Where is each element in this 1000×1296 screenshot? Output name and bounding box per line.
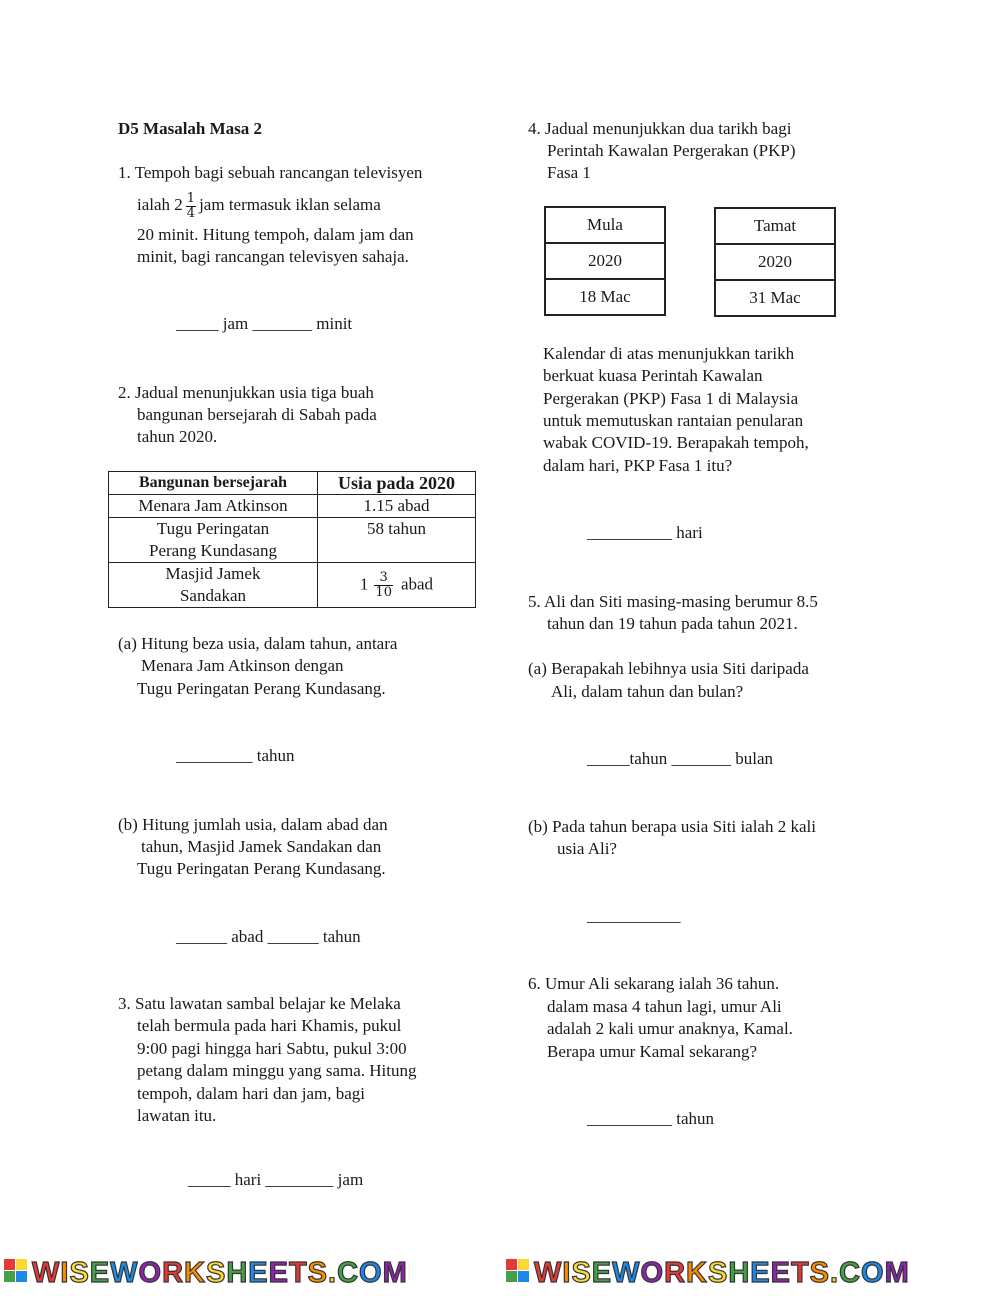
q2b-line3: Tugu Peringatan Perang Kundasang. — [137, 859, 386, 878]
watermark-banner — [0, 1252, 1000, 1291]
q2-line2: bangunan bersejarah di Sabah pada — [137, 405, 377, 424]
table-header-age: Usia pada 2020 — [318, 472, 476, 495]
q1-answer-blank[interactable]: _____ jam _______ minit — [176, 314, 353, 333]
q4-p5: wabak COVID-19. Berapakah tempoh, — [543, 433, 809, 452]
table-cell-building: Menara Jam Atkinson — [109, 495, 318, 518]
q2b-line2: tahun, Masjid Jamek Sandakan dan — [141, 837, 382, 856]
q1-line1: 1. Tempoh bagi sebuah rancangan televisyen — [118, 163, 423, 182]
logo-icon — [506, 1259, 529, 1282]
q5a-line2: Ali, dalam tahun dan bulan? — [551, 682, 744, 701]
q3-line3: 9:00 pagi hingga hari Sabtu, pukul 3:00 — [137, 1039, 407, 1058]
q2b-line1: (b) Hitung jumlah usia, dalam abad dan — [118, 815, 388, 834]
q2a-answer-blank[interactable]: _________ tahun — [176, 746, 295, 765]
q5-line1: 5. Ali dan Siti masing-masing berumur 8.5 — [528, 592, 818, 611]
q4-p4: untuk memutuskan rantaian penularan — [543, 411, 804, 430]
building-name-line1: Tugu Peringatan — [156, 519, 270, 538]
table-row — [109, 495, 476, 518]
q5-line2: tahun dan 19 tahun pada tahun 2021. — [547, 614, 798, 633]
table-row — [109, 518, 476, 563]
table-cell-age: 1.15 abad — [318, 495, 476, 518]
q3-line5: tempoh, dalam hari dan jam, bagi — [137, 1084, 366, 1103]
age-fraction — [374, 571, 393, 600]
footer-watermark — [0, 1252, 1000, 1291]
q3-line4: petang dalam minggu yang sama. Hitung — [137, 1061, 417, 1080]
table-cell-age — [318, 563, 476, 608]
end-date-box — [714, 207, 836, 317]
table-cell-building — [109, 563, 318, 608]
q2-line1: 2. Jadual menunjukkan usia tiga buah — [118, 383, 374, 402]
q2a-line3: Tugu Peringatan Perang Kundasang. — [137, 679, 386, 698]
q1-fraction — [186, 192, 196, 221]
start-label: Mula — [546, 208, 664, 244]
page-title: D5 Masalah Masa 2 — [118, 119, 263, 138]
q6-line2: dalam masa 4 tahun lagi, umur Ali — [547, 997, 782, 1016]
table-header-row — [109, 472, 476, 495]
q2b-answer-blank[interactable]: ______ abad ______ tahun — [176, 927, 361, 946]
end-date: 31 Mac — [749, 288, 801, 307]
q1-line2-post: jam termasuk iklan selama — [199, 195, 381, 214]
q1-line2-pre: ialah 2 — [137, 195, 183, 214]
table-cell-building — [109, 518, 318, 563]
q3-line2: telah bermula pada hari Khamis, pukul — [137, 1016, 402, 1035]
q4-line1: 4. Jadual menunjukkan dua tarikh bagi — [528, 119, 792, 138]
q4-p2: berkuat kuasa Perintah Kawalan — [543, 366, 763, 385]
q1-frac-den: 4 — [186, 205, 196, 221]
q2a-line1: (a) Hitung beza usia, dalam tahun, antara — [118, 634, 398, 653]
q4-p1: Kalendar di atas menunjukkan tarikh — [543, 344, 795, 363]
q6-line3: adalah 2 kali umur anaknya, Kamal. — [547, 1019, 793, 1038]
end-label: Tamat — [716, 209, 834, 245]
end-year: 2020 — [716, 245, 834, 281]
q5a-line1: (a) Berapakah lebihnya usia Siti daripada — [528, 659, 809, 678]
q4-answer-blank[interactable]: __________ hari — [587, 523, 703, 542]
q3-line1: 3. Satu lawatan sambal belajar ke Melaka — [118, 994, 401, 1013]
age-frac-num: 3 — [374, 571, 393, 586]
q5a-answer-blank[interactable]: _____tahun _______ bulan — [587, 749, 774, 768]
historical-buildings-table — [108, 471, 476, 608]
start-year: 2020 — [546, 244, 664, 280]
age-whole: 1 — [359, 573, 369, 593]
q4-p3: Pergerakan (PKP) Fasa 1 di Malaysia — [543, 389, 799, 408]
q4-line2: Perintah Kawalan Pergerakan (PKP) — [547, 141, 796, 160]
q6-line1: 6. Umur Ali sekarang ialah 36 tahun. — [528, 974, 780, 993]
q3-answer-blank[interactable]: _____ hari ________ jam — [188, 1170, 364, 1189]
building-name-line2: Perang Kundasang — [149, 541, 277, 560]
building-name-line1: Masjid Jamek — [165, 564, 261, 583]
q4-p6: dalam hari, PKP Fasa 1 itu? — [543, 456, 733, 475]
watermark-text-1: WISEWORKSHEETS.COM — [32, 1257, 408, 1289]
q5b-line1: (b) Pada tahun berapa usia Siti ialah 2 kali — [528, 817, 816, 836]
logo-icon — [4, 1259, 27, 1282]
table-row — [109, 563, 476, 608]
q3-line6: lawatan itu. — [137, 1106, 217, 1125]
q6-answer-blank[interactable]: __________ tahun — [587, 1109, 715, 1128]
q1-line2 — [137, 190, 381, 221]
q6-line4: Berapa umur Kamal sekarang? — [547, 1042, 758, 1061]
table-header-building: Bangunan bersejarah — [109, 472, 318, 495]
start-date-box — [544, 206, 666, 316]
table-cell-age: 58 tahun — [318, 518, 476, 563]
start-date: 18 Mac — [579, 287, 631, 306]
building-name-line2: Sandakan — [179, 586, 247, 605]
q5b-answer-blank[interactable]: ___________ — [587, 906, 681, 925]
q1-line3: 20 minit. Hitung tempoh, dalam jam dan — [137, 225, 414, 244]
q2a-line2: Menara Jam Atkinson dengan — [141, 656, 344, 675]
q4-line3: Fasa 1 — [547, 163, 591, 182]
q5b-line2: usia Ali? — [557, 839, 617, 858]
q1-frac-num: 1 — [186, 190, 196, 206]
q1-line4: minit, bagi rancangan televisyen sahaja. — [137, 247, 409, 266]
watermark-text-2: WISEWORKSHEETS.COM — [534, 1257, 910, 1289]
age-unit: abad — [400, 573, 434, 593]
age-frac-den: 10 — [375, 584, 392, 600]
q2-line3: tahun 2020. — [137, 427, 218, 446]
